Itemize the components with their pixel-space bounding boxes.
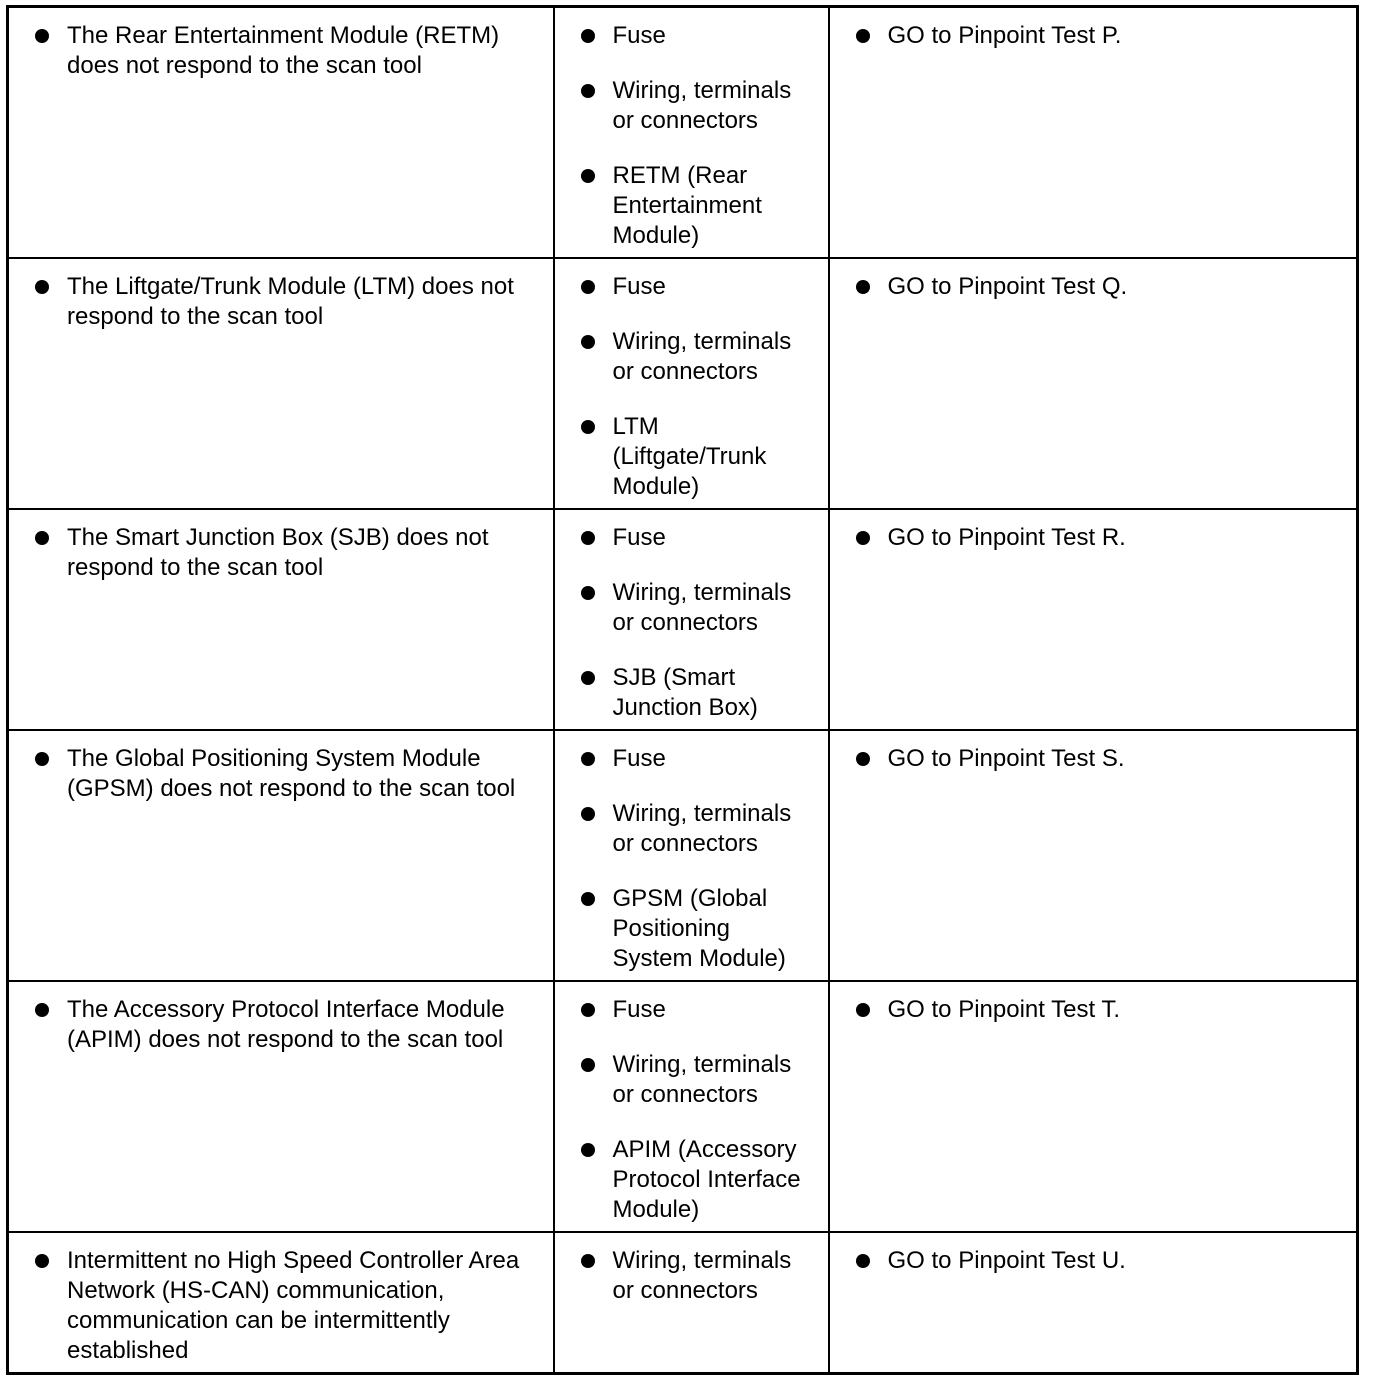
possible-causes-cell <box>554 981 829 1232</box>
symptom-text: Intermittent no High Speed Controller Area Network (HS-CAN) communication, communication can be intermittently established <box>67 1247 520 1364</box>
bullet-icon <box>856 531 870 545</box>
bullet-icon <box>856 280 870 294</box>
list-item <box>567 578 816 638</box>
list-item <box>567 272 816 302</box>
list-item <box>842 1246 1345 1276</box>
action-cell <box>829 730 1358 981</box>
list-item <box>842 523 1345 553</box>
action-text: GO to Pinpoint Test P. <box>887 22 1122 49</box>
list-item <box>567 412 816 502</box>
cause-text: Wiring, terminals or connectors <box>612 77 792 134</box>
action-text: GO to Pinpoint Test U. <box>887 1247 1126 1274</box>
table-row <box>8 509 1358 730</box>
bullet-icon <box>35 1003 49 1017</box>
list-item <box>842 272 1345 302</box>
cause-text: Wiring, terminals or connectors <box>612 1051 792 1108</box>
cause-text: Fuse <box>612 524 666 551</box>
cause-text: Wiring, terminals or connectors <box>612 328 792 385</box>
possible-causes-cell <box>554 730 829 981</box>
symptom-text: The Global Positioning System Module (GPSM) does not respond to the scan tool <box>67 745 516 802</box>
table-row <box>8 981 1358 1232</box>
bullet-icon <box>581 84 595 98</box>
list-item <box>567 161 816 251</box>
action-text: GO to Pinpoint Test T. <box>887 996 1121 1023</box>
action-cell <box>829 981 1358 1232</box>
bullet-icon <box>856 29 870 43</box>
bullet-icon <box>581 169 595 183</box>
action-cell <box>829 509 1358 730</box>
list-item <box>567 21 816 51</box>
symptom-cell <box>8 1232 554 1374</box>
cause-text: SJB (Smart Junction Box) <box>612 664 758 721</box>
cause-text: Wiring, terminals or connectors <box>612 800 792 857</box>
cause-text: Fuse <box>612 22 666 49</box>
symptom-text: The Accessory Protocol Interface Module (APIM) does not respond to the scan tool <box>67 996 505 1053</box>
list-item <box>567 1246 816 1306</box>
bullet-icon <box>581 586 595 600</box>
action-text: GO to Pinpoint Test Q. <box>887 273 1128 300</box>
list-item <box>567 663 816 723</box>
action-cell <box>829 7 1358 259</box>
cause-text: Fuse <box>612 996 666 1023</box>
bullet-icon <box>581 1058 595 1072</box>
bullet-icon <box>581 892 595 906</box>
bullet-icon <box>856 1003 870 1017</box>
list-item <box>21 523 541 583</box>
bullet-icon <box>35 752 49 766</box>
list-item <box>567 1135 816 1225</box>
bullet-icon <box>581 1254 595 1268</box>
bullet-icon <box>581 1143 595 1157</box>
list-item <box>567 76 816 136</box>
bullet-icon <box>581 671 595 685</box>
list-item <box>567 884 816 974</box>
list-item <box>842 21 1345 51</box>
bullet-icon <box>581 531 595 545</box>
bullet-icon <box>856 752 870 766</box>
table-row <box>8 1232 1358 1374</box>
cause-text: RETM (Rear Entertainment Module) <box>612 162 762 249</box>
possible-causes-cell <box>554 1232 829 1374</box>
list-item <box>567 744 816 774</box>
cause-text: APIM (Accessory Protocol Interface Module) <box>612 1136 801 1223</box>
list-item <box>567 327 816 387</box>
list-item <box>21 744 541 804</box>
cause-text: GPSM (Global Positioning System Module) <box>612 885 786 972</box>
symptom-cell <box>8 258 554 509</box>
bullet-icon <box>856 1254 870 1268</box>
symptom-cell <box>8 981 554 1232</box>
bullet-icon <box>35 29 49 43</box>
action-cell <box>829 258 1358 509</box>
cause-text: LTM (Liftgate/Trunk Module) <box>612 413 767 500</box>
bullet-icon <box>581 280 595 294</box>
symptom-cell <box>8 7 554 259</box>
bullet-icon <box>581 752 595 766</box>
list-item <box>567 523 816 553</box>
possible-causes-cell <box>554 509 829 730</box>
symptom-cell <box>8 730 554 981</box>
symptom-cell <box>8 509 554 730</box>
action-cell <box>829 1232 1358 1374</box>
list-item <box>21 995 541 1055</box>
bullet-icon <box>581 807 595 821</box>
list-item <box>567 1050 816 1110</box>
bullet-icon <box>581 29 595 43</box>
list-item <box>21 21 541 81</box>
symptom-text: The Rear Entertainment Module (RETM) does not respond to the scan tool <box>67 22 500 79</box>
bullet-icon <box>581 420 595 434</box>
possible-causes-cell <box>554 258 829 509</box>
list-item <box>842 744 1345 774</box>
table-row <box>8 730 1358 981</box>
possible-causes-cell <box>554 7 829 259</box>
bullet-icon <box>35 531 49 545</box>
list-item <box>21 1246 541 1366</box>
table-row <box>8 258 1358 509</box>
symptom-text: The Liftgate/Trunk Module (LTM) does not respond to the scan tool <box>67 273 514 330</box>
symptom-chart-table <box>6 5 1359 1375</box>
action-text: GO to Pinpoint Test R. <box>887 524 1126 551</box>
cause-text: Fuse <box>612 273 666 300</box>
list-item <box>842 995 1345 1025</box>
table-row <box>8 7 1358 259</box>
list-item <box>567 995 816 1025</box>
bullet-icon <box>35 1254 49 1268</box>
bullet-icon <box>581 335 595 349</box>
action-text: GO to Pinpoint Test S. <box>887 745 1125 772</box>
cause-text: Wiring, terminals or connectors <box>612 1247 792 1304</box>
symptom-text: The Smart Junction Box (SJB) does not respond to the scan tool <box>67 524 489 581</box>
cause-text: Fuse <box>612 745 666 772</box>
list-item <box>567 799 816 859</box>
cause-text: Wiring, terminals or connectors <box>612 579 792 636</box>
bullet-icon <box>581 1003 595 1017</box>
bullet-icon <box>35 280 49 294</box>
list-item <box>21 272 541 332</box>
